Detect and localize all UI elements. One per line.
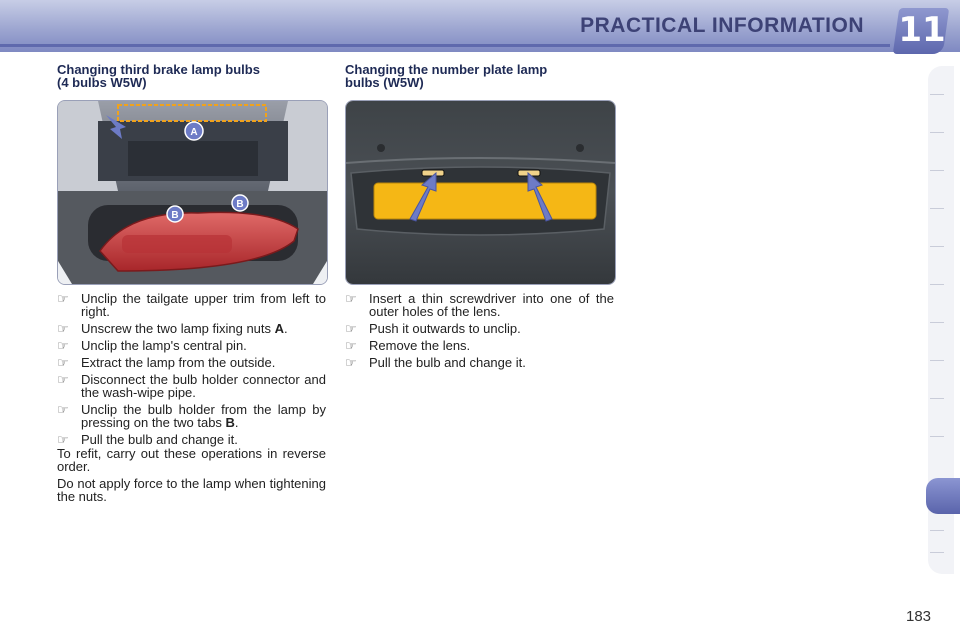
hand-pointer-icon: ☞ [57,372,69,387]
brake-lamp-illustration [57,100,328,285]
step-text: Unclip the bulb holder from the lamp by pressing on the two tabs [81,402,326,430]
hand-pointer-icon: ☞ [345,338,357,353]
title-line: Changing the number plate lamp [345,62,548,77]
number-plate-illustration [345,100,616,285]
list-item [345,292,614,318]
force-warning: Do not apply force to the lamp when tightening the nuts. [57,476,326,504]
number-plate-svg [346,101,615,284]
step-text: Pull the bulb and change it. [369,355,526,370]
step-text: Unscrew the two lamp fixing nuts [81,321,275,336]
right-steps-list [345,292,614,373]
index-tick [930,170,944,171]
index-tick [930,398,944,399]
list-item [345,356,614,369]
hand-pointer-icon: ☞ [57,432,69,447]
list-item [57,339,326,352]
list-item [345,322,614,335]
step-text: Insert a thin screwdriver into one of the outer holes of the lens. [369,291,614,319]
index-tick [930,132,944,133]
step-text: Disconnect the bulb holder connector and the wash-wipe pipe. [81,372,326,400]
index-tick [930,284,944,285]
chapter-number: 11 [898,10,946,50]
step-text: Remove the lens. [369,338,471,353]
index-tick [930,360,944,361]
callout-b: B [171,210,179,221]
list-item [345,339,614,352]
callout-a: A [190,127,198,138]
title-line: bulbs (W5W) [345,75,424,90]
step-text: Pull the bulb and change it. [81,432,238,447]
step-text: Push it outwards to unclip. [369,321,521,336]
list-item [57,403,326,429]
index-tick [930,94,944,95]
callout-b: B [236,199,244,210]
page-title: PRACTICAL INFORMATION [580,14,864,37]
index-tick [930,530,944,531]
index-tick [930,322,944,323]
list-item [57,356,326,369]
refit-note: To refit, carry out these operations in reverse order. [57,446,326,474]
title-line: Changing third brake lamp bulbs [57,62,260,77]
header-line [0,44,890,47]
index-tick [930,246,944,247]
right-section-title [345,63,547,89]
list-item [57,322,326,335]
hand-pointer-icon: ☞ [57,355,69,370]
hand-pointer-icon: ☞ [57,338,69,353]
left-section-title [57,63,260,89]
step-text: Unclip the lamp's central pin. [81,338,247,353]
page-number: 183 [906,608,932,625]
hand-pointer-icon: ☞ [57,402,69,417]
step-text: Unclip the tailgate upper trim from left to right. [81,291,326,319]
step-text: . [284,321,288,336]
hand-pointer-icon: ☞ [57,321,69,336]
active-chapter-tab[interactable] [926,478,960,514]
index-tick [930,552,944,553]
hand-pointer-icon: ☞ [345,321,357,336]
title-line: (4 bulbs W5W) [57,75,147,90]
step-text: Extract the lamp from the outside. [81,355,276,370]
left-steps-list [57,292,326,450]
list-item [57,373,326,399]
list-item [57,292,326,318]
list-item [57,433,326,446]
step-text: . [234,415,239,430]
index-tick [930,208,944,209]
step-label: A [274,321,285,336]
index-tick [930,436,944,437]
step-label: B [225,415,235,430]
brake-lamp-svg [58,101,327,284]
hand-pointer-icon: ☞ [345,355,357,370]
hand-pointer-icon: ☞ [345,291,357,306]
hand-pointer-icon: ☞ [57,291,69,306]
